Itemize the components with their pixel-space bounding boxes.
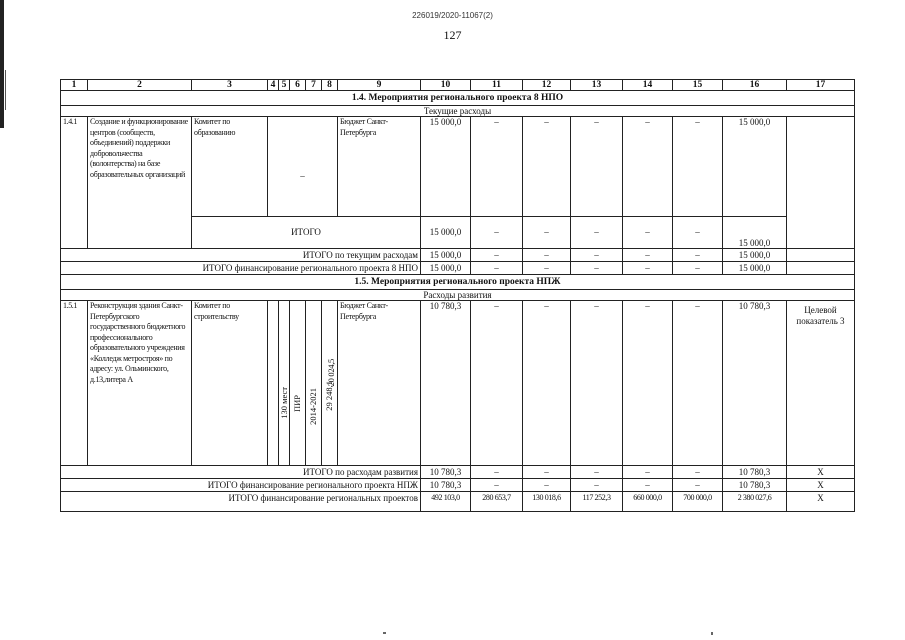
value-cell: – (523, 117, 571, 217)
total-row (61, 479, 855, 492)
section-subtitle: Расходы развития (61, 290, 855, 301)
table-row (61, 117, 855, 217)
value-cell: 10 780,3 (723, 466, 787, 479)
value-cell: 15 000,0 (421, 262, 471, 275)
header-cell: 17 (787, 80, 855, 91)
empty-cell (787, 249, 855, 262)
value-cell: 660 000,0 (623, 492, 673, 512)
header-row (61, 80, 855, 91)
total-label: ИТОГО финансирование регионального проекта 8 НПО (61, 262, 421, 275)
header-cell: 16 (723, 80, 787, 91)
itogo-label: ИТОГО (192, 217, 421, 249)
event-name: Создание и функционирование центров (сообществ, объединений) поддержки добровольчества (волонтерства) на базе образовательных организаций (88, 117, 192, 249)
header-cell: 8 (322, 80, 338, 91)
binder-mark-thin (5, 70, 6, 110)
header-cell: 9 (338, 80, 421, 91)
value-cell: – (623, 217, 673, 249)
empty-cell (268, 301, 279, 466)
total-row (61, 262, 855, 275)
period-cell (306, 301, 322, 466)
target-indicator: Целевой показатель 3 (787, 301, 855, 466)
value-cell: 492 103,0 (421, 492, 471, 512)
value-cell: – (623, 249, 673, 262)
value-cell: 700 000,0 (673, 492, 723, 512)
value-cell: – (571, 249, 623, 262)
total-row (61, 249, 855, 262)
table-row (61, 301, 855, 466)
value-cell: – (471, 262, 523, 275)
value-cell: Х (787, 466, 855, 479)
header-cell: 11 (471, 80, 523, 91)
value-cell: 15 000,0 (723, 117, 787, 217)
empty-cell (787, 262, 855, 275)
value-cell: 2 380 027,6 (723, 492, 787, 512)
cost1-value: 29 248,1 (324, 380, 334, 411)
value-cell: 10 780,3 (723, 301, 787, 466)
value-cell: – (673, 117, 723, 217)
value-cell: – (471, 466, 523, 479)
value-cell: Х (787, 479, 855, 492)
value-cell: – (623, 262, 673, 275)
value-cell: 10 780,3 (723, 479, 787, 492)
period-value: 2014-2021 (308, 387, 318, 425)
header-cell: 14 (623, 80, 673, 91)
header-cell: 15 (673, 80, 723, 91)
total-label: ИТОГО по текущим расходам (61, 249, 421, 262)
value-cell: – (471, 301, 523, 466)
value-cell: Х (787, 492, 855, 512)
value-cell: – (673, 262, 723, 275)
row-number: 1.5.1 (61, 301, 88, 466)
page-number: 127 (443, 28, 462, 42)
budget-table (60, 79, 855, 512)
value-cell: 10 780,3 (421, 301, 471, 466)
value-cell: – (571, 301, 623, 466)
value-cell: 10 780,3 (421, 466, 471, 479)
stage-cell (290, 301, 306, 466)
total-label: ИТОГО по расходам развития (61, 466, 421, 479)
dash-cell: – (268, 117, 338, 217)
value-cell: 130 018,6 (523, 492, 571, 512)
value-cell: 15 000,0 (421, 249, 471, 262)
target-cell (787, 117, 855, 249)
value-cell: – (623, 301, 673, 466)
value-cell: – (623, 466, 673, 479)
total-label: ИТОГО финансирование региональных проектов (61, 492, 421, 512)
header-cell: 10 (421, 80, 471, 91)
capacity-cell (279, 301, 290, 466)
section-title: 1.5. Мероприятия регионального проекта НПЖ (61, 275, 855, 290)
value-cell: – (523, 301, 571, 466)
header-cell: 1 (61, 80, 88, 91)
cost2-value: 20 024,5 (326, 359, 336, 387)
value-cell: 15 000,0 (723, 217, 787, 249)
value-cell: – (623, 479, 673, 492)
value-cell: – (471, 117, 523, 217)
value-cell: 15 000,0 (421, 217, 471, 249)
executor: Комитет по образованию (192, 117, 268, 217)
value-cell: 15 000,0 (421, 117, 471, 217)
scan-speck (711, 632, 713, 635)
header-cell: 6 (290, 80, 306, 91)
stage-value: ПИР (292, 395, 302, 413)
value-cell: – (571, 217, 623, 249)
value-cell: – (571, 117, 623, 217)
value-cell: – (571, 466, 623, 479)
section-subtitle: Текущие расходы (61, 106, 855, 117)
value-cell: – (673, 466, 723, 479)
value-cell: – (623, 117, 673, 217)
section-title: 1.4. Мероприятия регионального проекта 8 НПО (61, 91, 855, 106)
header-cell: 13 (571, 80, 623, 91)
value-cell: 10 780,3 (421, 479, 471, 492)
value-cell: 15 000,0 (723, 262, 787, 275)
funding-source-text: Бюджет Санкт-Петербурга (340, 301, 388, 321)
total-label: ИТОГО финансирование регионального проекта НПЖ (61, 479, 421, 492)
row-number: 1.4.1 (61, 117, 88, 249)
header-cell: 3 (192, 80, 268, 91)
value-cell: – (471, 479, 523, 492)
value-cell: – (471, 249, 523, 262)
executor: Комитет по строительству (192, 301, 268, 466)
total-row (61, 466, 855, 479)
value-cell: – (571, 479, 623, 492)
header-cell: 12 (523, 80, 571, 91)
value-cell: – (523, 466, 571, 479)
document-number: 226019/2020-11067(2) (412, 11, 493, 20)
header-cell: 5 (279, 80, 290, 91)
value-cell: 15 000,0 (723, 249, 787, 262)
funding-source: Бюджет Санкт-Петербурга (338, 117, 421, 217)
value-cell: – (523, 479, 571, 492)
value-cell: – (523, 249, 571, 262)
scan-speck (383, 632, 386, 634)
value-cell: 117 252,3 (571, 492, 623, 512)
value-cell: – (471, 217, 523, 249)
header-cell: 4 (268, 80, 279, 91)
value-cell: – (673, 249, 723, 262)
value-cell: – (571, 262, 623, 275)
value-cell: – (673, 479, 723, 492)
value-cell: – (673, 301, 723, 466)
header-cell: 2 (88, 80, 192, 91)
capacity-value: 130 мест (279, 386, 289, 419)
header-cell: 7 (306, 80, 322, 91)
value-cell: – (523, 262, 571, 275)
total-row (61, 492, 855, 512)
value-cell: 280 653,7 (471, 492, 523, 512)
value-cell: – (673, 217, 723, 249)
event-name: Реконструкция здания Санкт-Петербургского государственного бюджетного профессионального образовательного учреждения «Колледж метростроя» по адресу: ул. Ольминского, д.13,литера А (88, 301, 192, 466)
value-cell: – (523, 217, 571, 249)
